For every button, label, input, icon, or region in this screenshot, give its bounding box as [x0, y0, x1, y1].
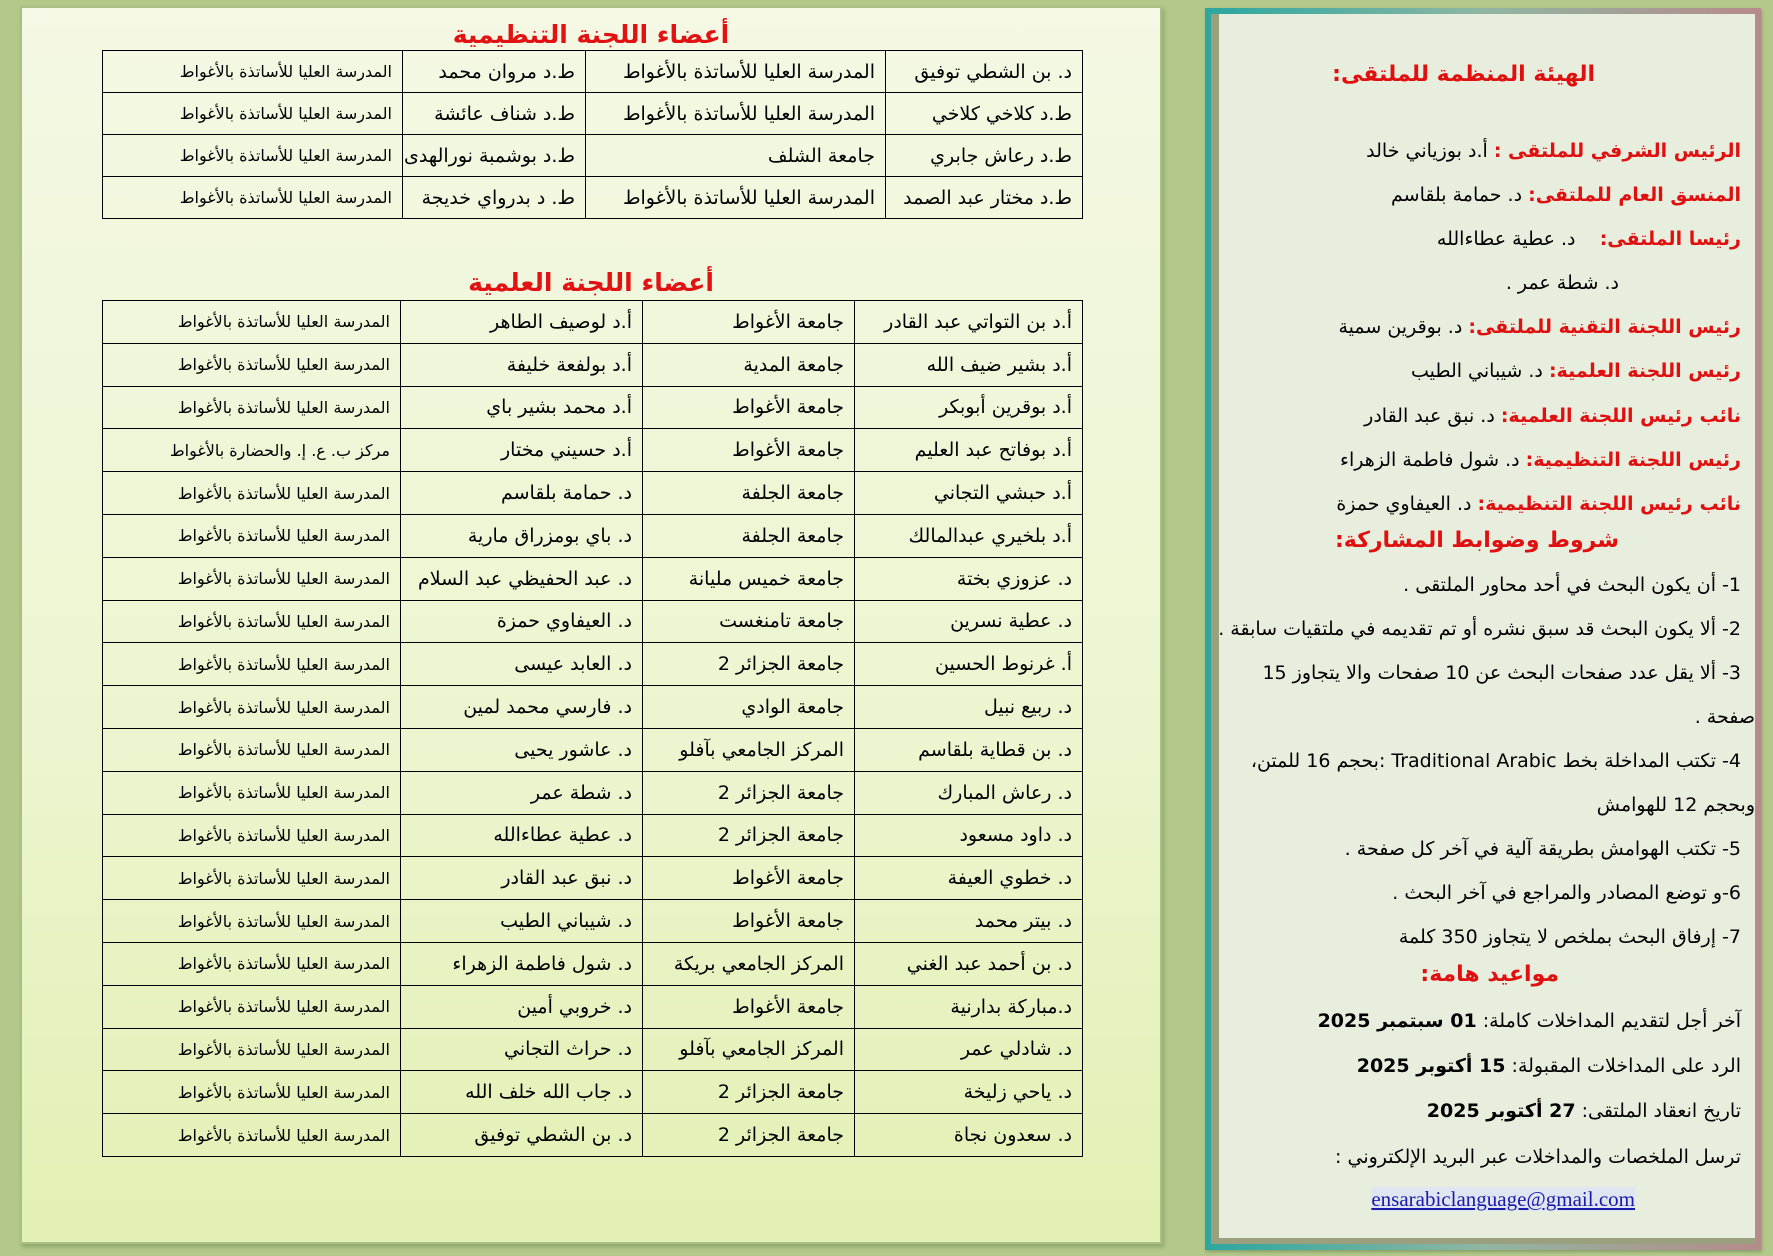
role-value: د. العيفاوي حمزة [1336, 493, 1472, 515]
member-institution-cell: المدرسة العليا للأساتذة بالأغواط [103, 1028, 401, 1071]
member-institution-cell: المدرسة العليا للأساتذة بالأغواط [103, 1114, 401, 1157]
table-row [103, 177, 1083, 219]
member-name-cell: د. بن الشطي توفيق [886, 51, 1083, 93]
role-value: د. نبق عبد القادر [1364, 405, 1495, 427]
member-institution-cell: جامعة الأغواط [643, 985, 855, 1028]
role-value: د. شول فاطمة الزهراء [1340, 449, 1520, 471]
member-institution-cell: المدرسة العليا للأساتذة بالأغواط [103, 301, 401, 344]
table-row [103, 429, 1083, 472]
member-institution-cell: جامعة الجلفة [643, 514, 855, 557]
member-name-cell: د. بيتر محمد [855, 900, 1083, 943]
member-name-cell: د. ربيع نبيل [855, 686, 1083, 729]
member-name-cell: د. بن أحمد عبد الغني [855, 942, 1083, 985]
scientific-committee-table [102, 300, 1083, 1157]
member-name-cell: أ.د محمد بشير باي [401, 386, 643, 429]
member-institution-cell: المدرسة العليا للأساتذة بالأغواط [103, 343, 401, 386]
member-institution-cell: جامعة تامنغست [643, 600, 855, 643]
member-name-cell: ط.د رعاش جابري [886, 135, 1083, 177]
table-row [103, 600, 1083, 643]
member-institution-cell: المدرسة العليا للأساتذة بالأغواط [103, 472, 401, 515]
organizing-committee-vice-line [1336, 491, 1741, 517]
role-label: رئيس اللجنة العلمية: [1548, 360, 1741, 382]
condition-line: صفحة . [1694, 706, 1755, 728]
member-institution-cell: المدرسة العليا للأساتذة بالأغواط [103, 93, 403, 135]
member-name-cell: أ.د حسيني مختار [401, 429, 643, 472]
member-name-cell: د. شطة عمر [401, 771, 643, 814]
member-name-cell: أ.د بوفاتح عبد العليم [855, 429, 1083, 472]
condition-line: 1- أن يكون البحث في أحد محاور الملتقى . [1403, 574, 1741, 596]
member-institution-cell: جامعة الشلف [586, 135, 886, 177]
member-name-cell: د. شول فاطمة الزهراء [401, 942, 643, 985]
member-name-cell: ط.د كلاخي كلاخي [886, 93, 1083, 135]
member-name-cell: د. نبق عبد القادر [401, 857, 643, 900]
table-row [103, 900, 1083, 943]
member-institution-cell: جامعة الأغواط [643, 900, 855, 943]
table-row [103, 857, 1083, 900]
member-institution-cell: جامعة الجلفة [643, 472, 855, 515]
send-note: ترسل الملخصات والمداخلات عبر البريد الإلكتروني : [1335, 1146, 1741, 1168]
member-institution-cell: المدرسة العليا للأساتذة بالأغواط [103, 1071, 401, 1114]
member-name-cell: د. شيباني الطيب [401, 900, 643, 943]
member-name-cell: د. فارسي محمد لمين [401, 686, 643, 729]
table-row [103, 1114, 1083, 1157]
email-link[interactable]: ensarabiclanguage@gmail.com [1371, 1187, 1635, 1211]
member-name-cell: ط.د شناف عائشة [403, 93, 586, 135]
condition-line: 6-و توضع المصادر والمراجع في آخر البحث . [1392, 882, 1741, 904]
date-label: تاريخ انعقاد الملتقى: [1575, 1100, 1741, 1122]
scientific-committee-vice-line [1364, 403, 1741, 429]
member-name-cell: د. سعدون نجاة [855, 1114, 1083, 1157]
organizing-body-heading: الهيئة المنظمة للملتقى: [1332, 62, 1595, 87]
dates-heading: مواعيد هامة: [1420, 962, 1559, 987]
member-name-cell: د. عبد الحفيظي عبد السلام [401, 557, 643, 600]
deadline-line [1318, 1008, 1741, 1034]
member-name-cell: أ.د بلخيري عبدالمالك [855, 514, 1083, 557]
condition-line: 5- تكتب الهوامش بطريقة آلية في آخر كل صفحة . [1344, 838, 1741, 860]
member-name-cell: ط.د مروان محمد [403, 51, 586, 93]
member-name-cell: أ.د بولفعة خليفة [401, 343, 643, 386]
table-row [103, 1028, 1083, 1071]
table-row [103, 557, 1083, 600]
role-label: الرئيس الشرفي للملتقى : [1493, 140, 1741, 162]
date-value: 15 أكتوبر 2025 [1356, 1055, 1506, 1077]
table-row [103, 51, 1083, 93]
table-row [103, 472, 1083, 515]
condition-line: وبحجم 12 للهوامش [1596, 794, 1755, 816]
member-institution-cell: جامعة الجزائر 2 [643, 771, 855, 814]
member-name-cell: ط.د مختار عبد الصمد [886, 177, 1083, 219]
member-name-cell: أ.د بوقرين أبوبكر [855, 386, 1083, 429]
condition-line: 2- ألا يكون البحث قد سبق نشره أو تم تقديمه في ملتقيات سابقة . [1218, 618, 1741, 640]
presidents-line [1437, 226, 1741, 252]
member-name-cell: د. حراث التجاني [401, 1028, 643, 1071]
table-row [103, 643, 1083, 686]
member-name-cell: د. بن الشطي توفيق [401, 1114, 643, 1157]
role-label: نائب رئيس اللجنة التنظيمية: [1477, 493, 1741, 515]
member-institution-cell: جامعة الأغواط [643, 429, 855, 472]
member-institution-cell: جامعة المدية [643, 343, 855, 386]
table-row [103, 771, 1083, 814]
table-row [103, 686, 1083, 729]
role-label: رئيس اللجنة التنظيمية: [1525, 449, 1741, 471]
info-panel [1211, 14, 1755, 1244]
table-row [103, 301, 1083, 344]
member-institution-cell: جامعة الأغواط [643, 301, 855, 344]
condition-line: 3- ألا يقل عدد صفحات البحث عن 10 صفحات والا يتجاوز 15 [1262, 662, 1741, 684]
member-name-cell: د. حمامة بلقاسم [401, 472, 643, 515]
member-institution-cell: المدرسة العليا للأساتذة بالأغواط [103, 600, 401, 643]
member-name-cell: د. العيفاوي حمزة [401, 600, 643, 643]
member-institution-cell: المدرسة العليا للأساتذة بالأغواط [103, 557, 401, 600]
role-label: رئيس اللجنة التقنية للملتقى: [1468, 316, 1741, 338]
member-name-cell: د. عزوزي بختة [855, 557, 1083, 600]
member-name-cell: د. العابد عيسى [401, 643, 643, 686]
member-name-cell: أ. غرنوط الحسين [855, 643, 1083, 686]
member-name-cell: ط.د بوشمبة نورالهدى [403, 135, 586, 177]
member-institution-cell: جامعة الجزائر 2 [643, 814, 855, 857]
member-institution-cell: المدرسة العليا للأساتذة بالأغواط [103, 686, 401, 729]
date-label: الرد على المداخلات المقبولة: [1505, 1055, 1741, 1077]
technical-committee-president-line [1338, 314, 1741, 340]
member-name-cell: ط. د بدرواي خديجة [403, 177, 586, 219]
member-institution-cell: المدرسة العليا للأساتذة بالأغواط [103, 814, 401, 857]
role-value: أ.د بوزياني خالد [1366, 140, 1488, 162]
member-name-cell: د. خطوي العيفة [855, 857, 1083, 900]
acceptance-date-line [1357, 1053, 1741, 1079]
member-institution-cell: المدرسة العليا للأساتذة بالأغواط [103, 900, 401, 943]
organizing-committee-president-line [1340, 447, 1741, 473]
member-institution-cell: المدرسة العليا للأساتذة بالأغواط [586, 51, 886, 93]
table-row [103, 514, 1083, 557]
member-institution-cell: جامعة الجزائر 2 [643, 643, 855, 686]
member-institution-cell: المدرسة العليا للأساتذة بالأغواط [103, 51, 403, 93]
organizing-committee-title: أعضاء اللجنة التنظيمية [452, 20, 730, 49]
member-name-cell: د. رعاش المبارك [855, 771, 1083, 814]
scientific-committee-title: أعضاء اللجنة العلمية [468, 268, 714, 297]
table-row [103, 1071, 1083, 1114]
role-label: المنسق العام للملتقى: [1528, 184, 1741, 206]
condition-line: 7- إرفاق البحث بملخص لا يتجاوز 350 كلمة [1398, 926, 1741, 948]
member-name-cell: أ.د لوصيف الطاهر [401, 301, 643, 344]
organizing-committee-table [102, 50, 1083, 219]
condition-line: 4- تكتب المداخلة بخط Traditional Arabic :بحجم 16 للمتن، [1250, 750, 1741, 772]
table-row [103, 343, 1083, 386]
member-name-cell: د.مباركة بدارنية [855, 985, 1083, 1028]
member-name-cell: أ.د حبشي التجاني [855, 472, 1083, 515]
date-value: 01 سبتمبر 2025 [1317, 1010, 1477, 1032]
member-institution-cell: المدرسة العليا للأساتذة بالأغواط [586, 177, 886, 219]
role-label: نائب رئيس اللجنة العلمية: [1500, 405, 1741, 427]
member-institution-cell: جامعة الأغواط [643, 857, 855, 900]
member-institution-cell: المدرسة العليا للأساتذة بالأغواط [103, 514, 401, 557]
honorary-president-line [1366, 138, 1741, 164]
co-president-line [1506, 270, 1619, 296]
member-institution-cell: المدرسة العليا للأساتذة بالأغواط [103, 985, 401, 1028]
member-institution-cell: المدرسة العليا للأساتذة بالأغواط [103, 386, 401, 429]
member-name-cell: د. خروبي أمين [401, 985, 643, 1028]
role-value: د. بوقرين سمية [1338, 316, 1463, 338]
table-row [103, 728, 1083, 771]
member-institution-cell: المدرسة العليا للأساتذة بالأغواط [586, 93, 886, 135]
member-institution-cell: المدرسة العليا للأساتذة بالأغواط [103, 857, 401, 900]
member-name-cell: د. بن قطاية بلقاسم [855, 728, 1083, 771]
member-name-cell: د. عطية عطاءالله [401, 814, 643, 857]
table-row [103, 93, 1083, 135]
date-label: آخر أجل لتقديم المداخلات كاملة: [1476, 1010, 1741, 1032]
scientific-committee-president-line [1411, 358, 1741, 384]
member-institution-cell: جامعة الوادي [643, 686, 855, 729]
conditions-heading: شروط وضوابط المشاركة: [1334, 528, 1619, 553]
member-name-cell: د. جاب الله خلف الله [401, 1071, 643, 1114]
member-institution-cell: جامعة الأغواط [643, 386, 855, 429]
member-name-cell: د. باي بومزراق مارية [401, 514, 643, 557]
member-institution-cell: المدرسة العليا للأساتذة بالأغواط [103, 728, 401, 771]
member-name-cell: د. عطية نسرين [855, 600, 1083, 643]
member-institution-cell: المركز الجامعي بآفلو [643, 1028, 855, 1071]
member-institution-cell: المدرسة العليا للأساتذة بالأغواط [103, 942, 401, 985]
member-institution-cell: جامعة خميس مليانة [643, 557, 855, 600]
email-line [1371, 1186, 1635, 1213]
member-name-cell: أ.د بن التواتي عبد القادر [855, 301, 1083, 344]
member-name-cell: د. عاشور يحيى [401, 728, 643, 771]
member-name-cell: د. داود مسعود [855, 814, 1083, 857]
committees-panel [20, 6, 1162, 1244]
event-date-line [1427, 1098, 1741, 1124]
role-value: د. شطة عمر . [1505, 272, 1619, 294]
member-institution-cell: المدرسة العليا للأساتذة بالأغواط [103, 135, 403, 177]
date-value: 27 أكتوبر 2025 [1426, 1100, 1576, 1122]
member-name-cell: د. شادلي عمر [855, 1028, 1083, 1071]
member-institution-cell: جامعة الجزائر 2 [643, 1071, 855, 1114]
table-row [103, 386, 1083, 429]
member-institution-cell: المركز الجامعي بريكة [643, 942, 855, 985]
member-institution-cell: المركز الجامعي بآفلو [643, 728, 855, 771]
member-institution-cell: مركز ب. ع. إ. والحضارة بالأغواط [103, 429, 401, 472]
table-row [103, 985, 1083, 1028]
table-row [103, 942, 1083, 985]
role-value: د. عطية عطاءالله [1436, 228, 1594, 250]
general-coordinator-line [1391, 182, 1741, 208]
role-value: د. حمامة بلقاسم [1391, 184, 1523, 206]
table-row [103, 135, 1083, 177]
member-name-cell: د. ياحي زليخة [855, 1071, 1083, 1114]
member-name-cell: أ.د بشير ضيف الله [855, 343, 1083, 386]
member-institution-cell: المدرسة العليا للأساتذة بالأغواط [103, 177, 403, 219]
info-panel-frame [1205, 8, 1761, 1250]
member-institution-cell: المدرسة العليا للأساتذة بالأغواط [103, 643, 401, 686]
role-value: د. شيباني الطيب [1410, 360, 1543, 382]
member-institution-cell: جامعة الجزائر 2 [643, 1114, 855, 1157]
table-row [103, 814, 1083, 857]
member-institution-cell: المدرسة العليا للأساتذة بالأغواط [103, 771, 401, 814]
role-label: رئيسا الملتقى: [1599, 228, 1741, 250]
